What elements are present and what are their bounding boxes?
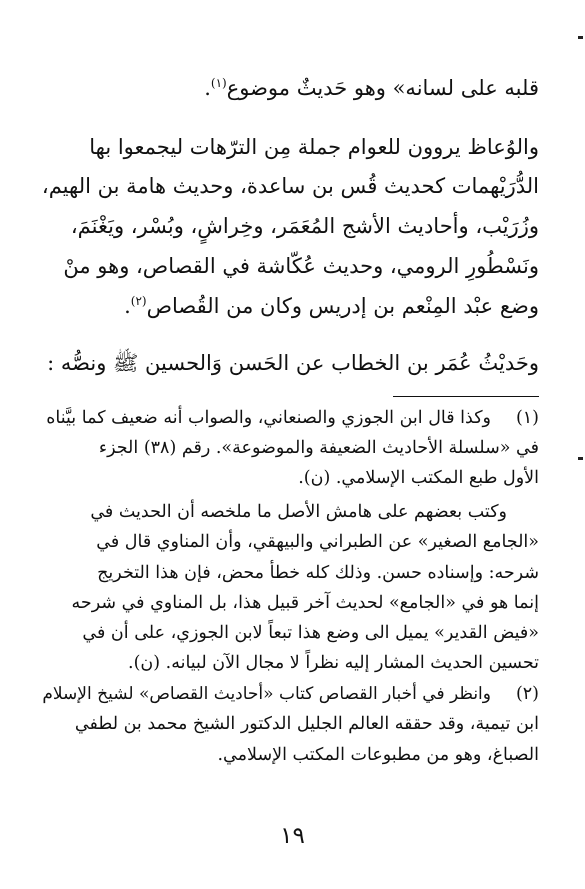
footnote-1-line-2: في «سلسلة الأحاديث الضعيفة والموضوعة». رقم (٣٨) الجزء: [98, 438, 539, 458]
footnote-1-note-line-2: «الجامع الصغير» عن الطبراني والبيهقي، وأن المناوي قال في: [96, 532, 539, 552]
body-line-3: وحَديْثُ عُمَر بن الخطاب عن الحَسن وَالحسين ﷺ ونصُّه :: [47, 351, 539, 375]
body-para2-line-4: ونَسْطُورِ الرومي، وحديث عُكّاشة في القصاص، وهو منْ: [63, 254, 539, 278]
footnote-1-line-1: وكذا قال ابن الجوزي والصنعاني، والصواب أنه ضعيف كما بيَّناه: [46, 408, 491, 428]
footnote-2-line-1: وانظر في أخبار القصاص كتاب «أحاديث القصاص» لشيخ الإسلام: [42, 684, 491, 704]
body-line-1-end: .: [204, 76, 211, 100]
footnote-2-number: (٢): [515, 684, 539, 704]
footnote-separator: [393, 396, 539, 397]
footnote-1-line-3: الأول طبع المكتب الإسلامي. (ن).: [298, 468, 539, 488]
footnote-ref-1: (١): [210, 76, 227, 90]
footnote-ref-2: (٢): [130, 294, 147, 308]
scan-edge-mark: [578, 36, 583, 39]
body-para2-line-1: والوُعاظ يروون للعوام جملة مِن الترّهات ليجمعوا بها: [89, 135, 539, 159]
footnote-1-note-line-3: شرحه: وإسناده حسن. وذلك كله خطأ محض، فإن هذا التخريج: [97, 563, 539, 583]
body-para2-line-5-end: .: [124, 294, 131, 318]
footnote-1-note-line-6: تحسين الحديث المشار إليه نظراً لا مجال الآن لبيانه. (ن).: [128, 653, 539, 673]
footnote-1-note-line-5: «فيض القدير» يميل الى وضع هذا تبعاً لابن الجوزي، على أن في: [82, 623, 539, 643]
footnote-1-number: (١): [515, 408, 539, 428]
body-para2-line-3: وزُرَيْب، وأحاديث الأشج المُعَمَر، وخِراشٍ، وبُسْر، ويَغْنَمَ،: [70, 214, 539, 238]
footnote-2-line-2: ابن تيمية، وقد حققه العالم الجليل الدكتور الشيخ محمد بن لطفي: [74, 714, 539, 734]
body-para2-line-2: الدُّرَيْهمات كحديث قُس بن ساعدة، وحديث هامة بن الهيم،: [41, 174, 539, 198]
body-line-1-text: قلبه على لسانه» وهو حَديثٌ موضوع: [226, 76, 539, 100]
page-number: ١٩: [280, 823, 305, 849]
scan-edge-mark: [578, 457, 583, 460]
footnote-2-line-3: الصباغ، وهو من مطبوعات المكتب الإسلامي.: [217, 745, 539, 765]
footnote-1-note-line-4: إنما هو في «الجامع» لحديث آخر قبيل هذا، بل المناوي في شرحه: [71, 593, 539, 613]
body-para2-line-5-text: وضع عبْد المِنْعم بن إدريس وكان من القُصاص: [146, 294, 539, 318]
body-line-1: [204, 76, 539, 100]
body-para2-line-5: [124, 294, 539, 318]
footnote-1-note-line-1: وكتب بعضهم على هامش الأصل ما ملخصه أن الحديث في: [90, 502, 507, 522]
